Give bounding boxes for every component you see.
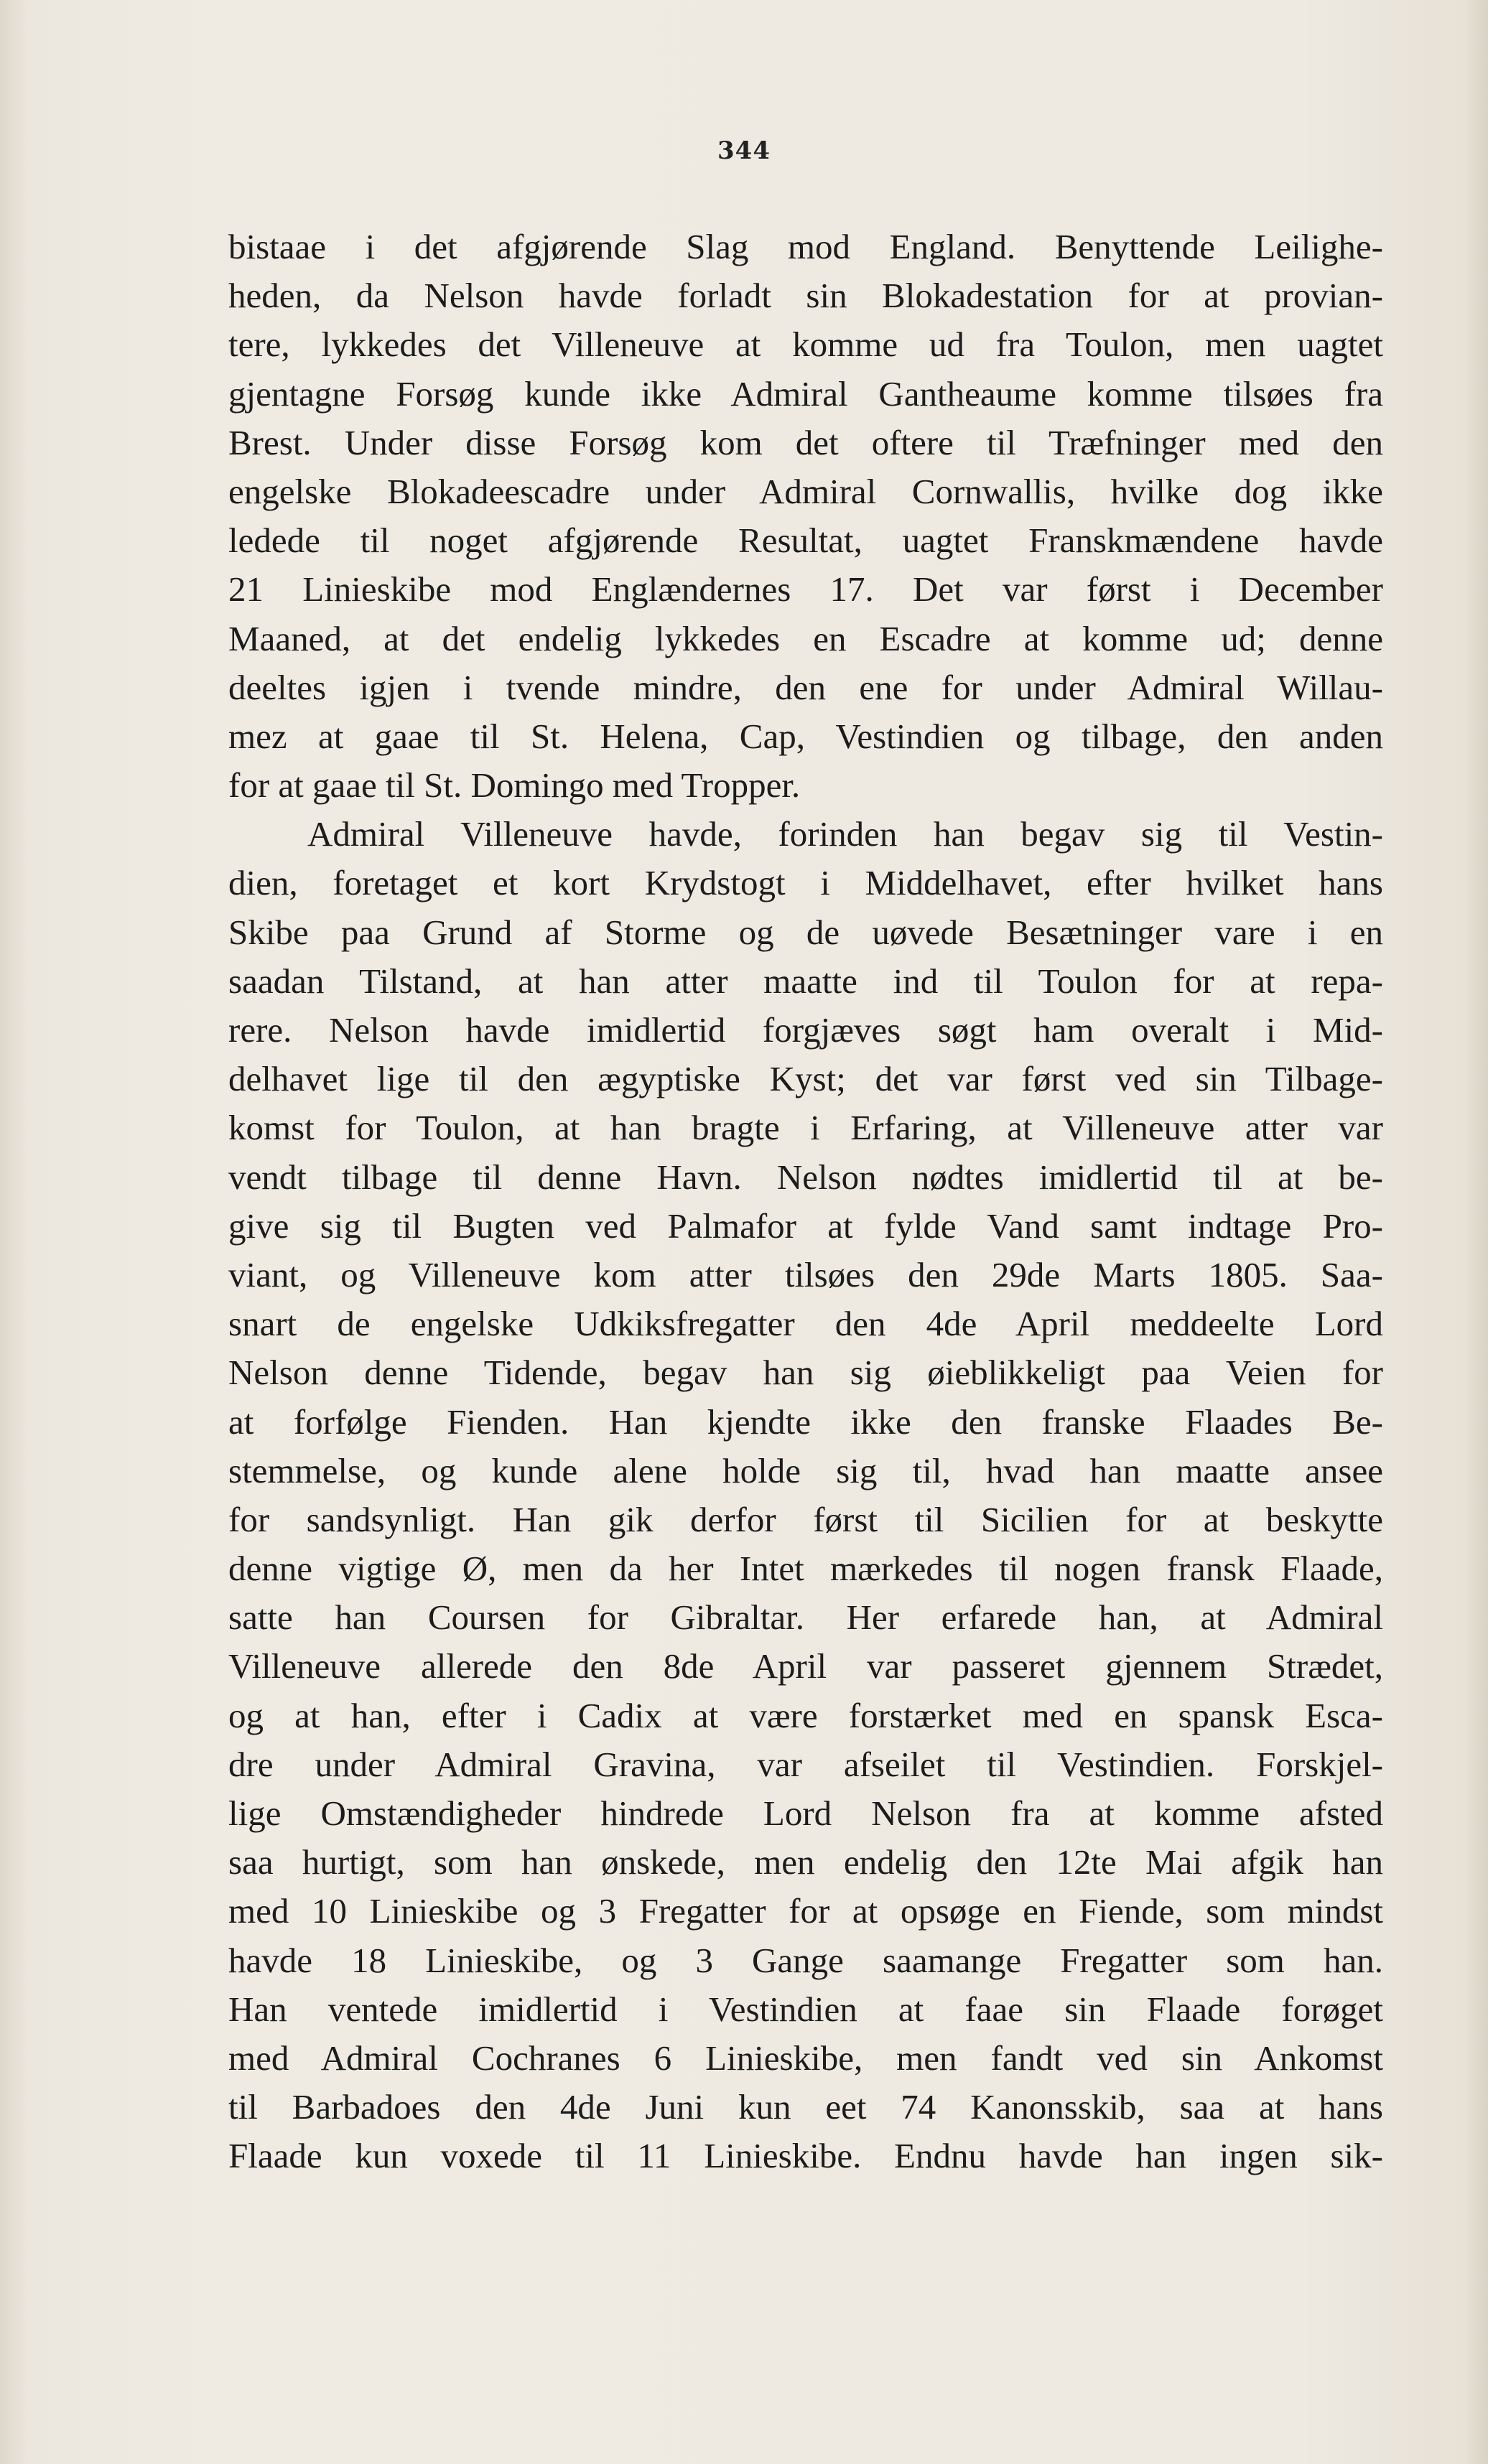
text-line: deeltes igjen i tvende mindre, den ene for under Admiral Willau- [228,667,1383,707]
text-line: satte han Coursen for Gibraltar. Her erfarede han, at Admiral [228,1597,1383,1638]
text-line: mez at gaae til St. Helena, Cap, Vestindien og tilbage, den anden [228,716,1383,756]
page-number: 344 [717,136,771,165]
text-line: for at gaae til St. Domingo med Tropper. [228,765,801,806]
text-line: Nelson denne Tidende, begav han sig øieblikkeligt paa Veien for [228,1353,1383,1393]
text-line: give sig til Bugten ved Palmafor at fylde Vand samt indtage Pro- [228,1205,1383,1246]
text-line: Flaade kun voxede til 11 Linieskibe. Endnu havde han ingen sik- [228,2136,1383,2176]
text-line: Han ventede imidlertid i Vestindien at faae sin Flaade forøget [228,1989,1383,2029]
text-line: komst for Toulon, at han bragte i Erfaring, at Villeneuve atter var [228,1108,1383,1148]
text-line: 21 Linieskibe mod Englændernes 17. Det var først i December [228,569,1383,610]
text-line: saadan Tilstand, at han atter maatte ind til Toulon for at repa- [228,961,1383,1001]
text-line: tere, lykkedes det Villeneuve at komme ud fra Toulon, men uagtet [228,325,1383,365]
text-line: ledede til noget afgjørende Resultat, uagtet Franskmændene havde [228,521,1383,561]
text-line: og at han, efter i Cadix at være forstærket med en spansk Esca- [228,1695,1383,1735]
text-line: Maaned, at det endelig lykkedes en Escadre at komme ud; denne [228,618,1383,658]
text-line: at forfølge Fienden. Han kjendte ikke den franske Flaades Be- [228,1401,1383,1442]
text-line: med 10 Linieskibe og 3 Fregatter for at opsøge en Fiende, som mindst [228,1891,1383,1931]
text-line: snart de engelske Udkiksfregatter den 4de April meddeelte Lord [228,1304,1383,1344]
text-line: vendt tilbage til denne Havn. Nelson nødtes imidlertid til at be- [228,1157,1383,1197]
text-line: denne vigtige Ø, men da her Intet mærkedes til nogen fransk Flaade, [228,1549,1383,1589]
text-line: delhavet lige til den ægyptiske Kyst; det var først ved sin Tilbage- [228,1059,1383,1099]
text-line: Skibe paa Grund af Storme og de uøvede Besætninger vare i en [228,912,1383,952]
text-line: saa hurtigt, som han ønskede, men endelig den 12te Mai afgik han [228,1842,1383,1882]
text-line: dre under Admiral Gravina, var afseilet til Vestindien. Forskjel- [228,1744,1383,1784]
text-line: lige Omstændigheder hindrede Lord Nelson fra at komme afsted [228,1793,1383,1833]
text-line: Villeneuve allerede den 8de April var passeret gjennem Strædet, [228,1646,1383,1686]
text-line: havde 18 Linieskibe, og 3 Gange saamange Fregatter som han. [228,1940,1383,1980]
body-text [228,223,1383,2181]
text-line: til Barbadoes den 4de Juni kun eet 74 Kanonsskib, saa at hans [228,2087,1383,2127]
text-line: bistaae i det afgjørende Slag mod England. Benyttende Leilighe- [228,227,1383,266]
text-line: dien, foretaget et kort Krydstogt i Middelhavet, efter hvilket hans [228,863,1383,903]
text-line: Admiral Villeneuve havde, forinden han begav sig til Vestin- [307,814,1383,854]
text-line: engelske Blokadeescadre under Admiral Cornwallis, hvilke dog ikke [228,471,1383,511]
text-line: heden, da Nelson havde forladt sin Blokadestation for at provian- [228,276,1383,316]
text-line: for sandsynligt. Han gik derfor først til Sicilien for at beskytte [228,1499,1383,1539]
text-line: viant, og Villeneuve kom atter tilsøes den 29de Marts 1805. Saa- [228,1254,1383,1294]
text-line: gjentagne Forsøg kunde ikke Admiral Gantheaume komme tilsøes fra [228,373,1383,414]
text-line: med Admiral Cochranes 6 Linieskibe, men fandt ved sin Ankomst [228,2038,1383,2078]
text-line: stemmelse, og kunde alene holde sig til, hvad han maatte ansee [228,1450,1383,1490]
text-line: rere. Nelson havde imidlertid forgjæves søgt ham overalt i Mid- [228,1010,1383,1050]
text-line: Brest. Under disse Forsøg kom det oftere til Træfninger med den [228,422,1383,462]
